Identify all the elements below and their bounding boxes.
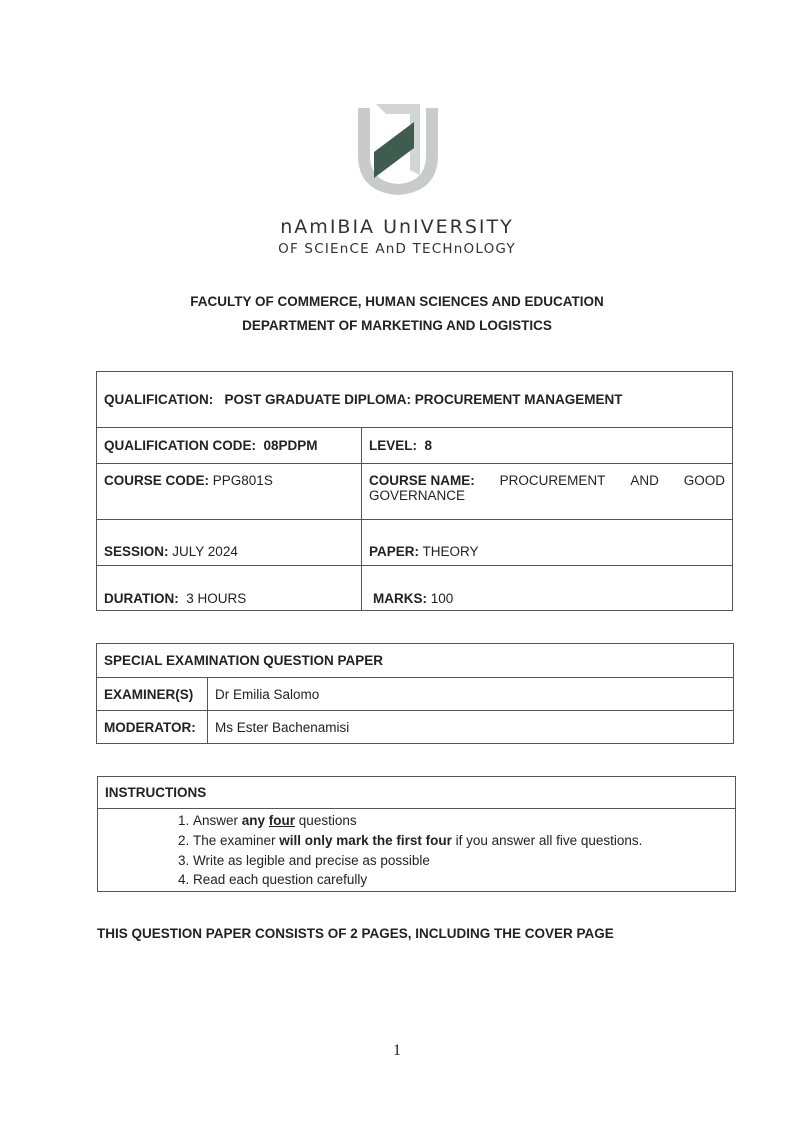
faculty-heading: FACULTY OF COMMERCE, HUMAN SCIENCES AND EDUCATION [190,294,604,309]
moderator-value: Ms Ester Bachenamisi [208,711,734,744]
course-code-cell: COURSE CODE: PPG801S [97,464,362,520]
university-logo [352,100,444,198]
examiners-table [96,643,734,744]
instruction-item: 2. The examiner will only mark the first four if you answer all five questions. [193,831,735,851]
session-cell: SESSION: JULY 2024 [97,520,362,566]
department-heading: DEPARTMENT OF MARKETING AND LOGISTICS [242,318,552,333]
instructions-list-cell [98,809,736,892]
instruction-item: 4. Read each question carefully [193,870,735,890]
university-name: nAmIBIA UnIVERSITY [280,216,514,238]
instructions-heading: INSTRUCTIONS [98,777,736,809]
marks-cell: MARKS: 100 [362,566,733,611]
instructions-table [97,776,736,892]
examiner-label: EXAMINER(S) [97,678,208,711]
instruction-item: 3. Write as legible and precise as possible [193,851,735,871]
course-name-cell: COURSE NAME: PROCUREMENT AND GOOD GOVERNANCE [362,464,733,520]
course-details-table [96,371,733,611]
university-subtitle: OF SCIEnCE AnD TECHnOLOGY [278,241,516,257]
examiner-value: Dr Emilia Salomo [208,678,734,711]
moderator-label: MODERATOR: [97,711,208,744]
duration-cell: DURATION: 3 HOURS [97,566,362,611]
instruction-item: 1. Answer any four questions [193,811,735,831]
level-cell: LEVEL: 8 [362,428,733,464]
qualification-cell: QUALIFICATION: POST GRADUATE DIPLOMA: PROCUREMENT MANAGEMENT [97,372,733,428]
page-count-note: THIS QUESTION PAPER CONSISTS OF 2 PAGES, INCLUDING THE COVER PAGE [97,926,614,941]
paper-cell: PAPER: THEORY [362,520,733,566]
qualification-code-cell: QUALIFICATION CODE: 08PDPM [97,428,362,464]
instructions-list [98,811,735,890]
paper-type-cell: SPECIAL EXAMINATION QUESTION PAPER [97,644,734,678]
page-number: 1 [393,1042,401,1059]
